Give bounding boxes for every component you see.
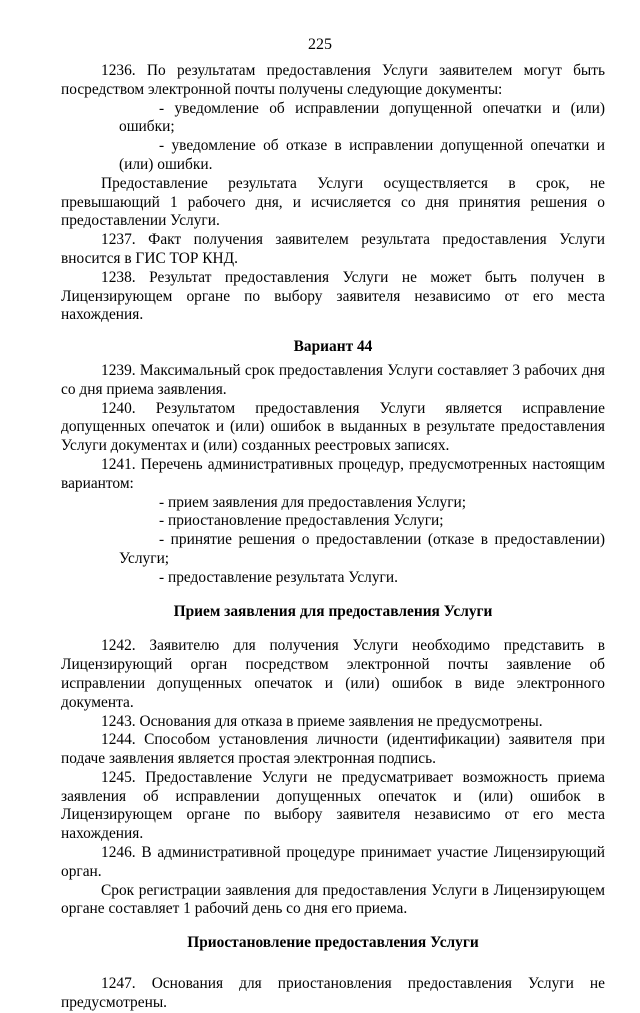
list-item: - предоставление результата Услуги. [61,569,605,588]
page-number: 225 [308,36,332,53]
list-item: - уведомление об отказе в исправлении допущенной опечатки и (или) ошибки. [61,137,605,175]
paragraph-1241: 1241. Перечень административных процедур, предусмотренных настоящим вариантом: [61,455,605,492]
paragraph-1240: 1240. Результатом предоставления Услуги является исправление допущенных опечаток и (или) ошибок в выданных в результате предоставления Услуги документах и (или) созданных реестровых записях. [61,399,605,455]
paragraph-1243: 1243. Основания для отказа в приеме заявления не предусмотрены. [101,712,543,730]
paragraph-registration-term: Срок регистрации заявления для предоставления Услуги в Лицензирующем органе составляет 1 рабочий день со дня его приема. [61,881,605,918]
paragraph-1245: 1245. Предоставление Услуги не предусматривает возможность приема заявления об исправлении допущенных опечаток и (или) ошибок в Лицензирующем органе по выбору заявителя независимо от его места нахождения. [61,768,605,843]
paragraph-1239: 1239. Максимальный срок предоставления Услуги составляет 3 рабочих дня со дня приема заявления. [61,361,605,398]
paragraph-1247: 1247. Основания для приостановления предоставления Услуги не предусмотрены. [61,975,605,1011]
list-item: - прием заявления для предоставления Услуги; [61,494,605,513]
variant-heading: Вариант 44 [293,338,373,356]
list-item: - приостановление предоставления Услуги; [61,512,605,531]
section-heading-suspension: Приостановление предоставления Услуги [187,934,479,952]
paragraph-1238: 1238. Результат предоставления Услуги не может быть получен в Лицензирующем органе по выбору заявителя независимо от его места нахождения. [61,268,605,324]
list-item: - уведомление об исправлении допущенной опечатки и (или) ошибки; [61,100,605,138]
paragraph-1242: 1242. Заявителю для получения Услуги необходимо представить в Лицензирующий орган посредством электронной почты заявление об исправлении допущенных опечаток и (или) ошибок в виде электронного документа. [61,637,605,711]
document-body [61,62,605,1013]
section-heading-intake: Прием заявления для предоставления Услуги [173,602,493,620]
paragraph-1237: 1237. Факт получения заявителем результата предоставления Услуги вносится в ГИС ТОР КНД. [61,231,605,267]
paragraph-1236: 1236. По результатам предоставления Услуги заявителем могут быть посредством электронной почты получены следующие документы: [61,62,605,98]
paragraph-1246: 1246. В административной процедуре принимает участие Лицензирующий орган. [61,844,605,880]
list-item: - принятие решения о предоставлении (отказе в предоставлении) Услуги; [61,531,605,569]
paragraph-1244: 1244. Способом установления личности (идентификации) заявителя при подаче заявления является простая электронная подпись. [61,731,605,768]
paragraph-result-term: Предоставление результата Услуги осуществляется в срок, не превышающий 1 рабочего дня, и исчисляется со дня принятия решения о предоставлении Услуги. [61,174,605,230]
